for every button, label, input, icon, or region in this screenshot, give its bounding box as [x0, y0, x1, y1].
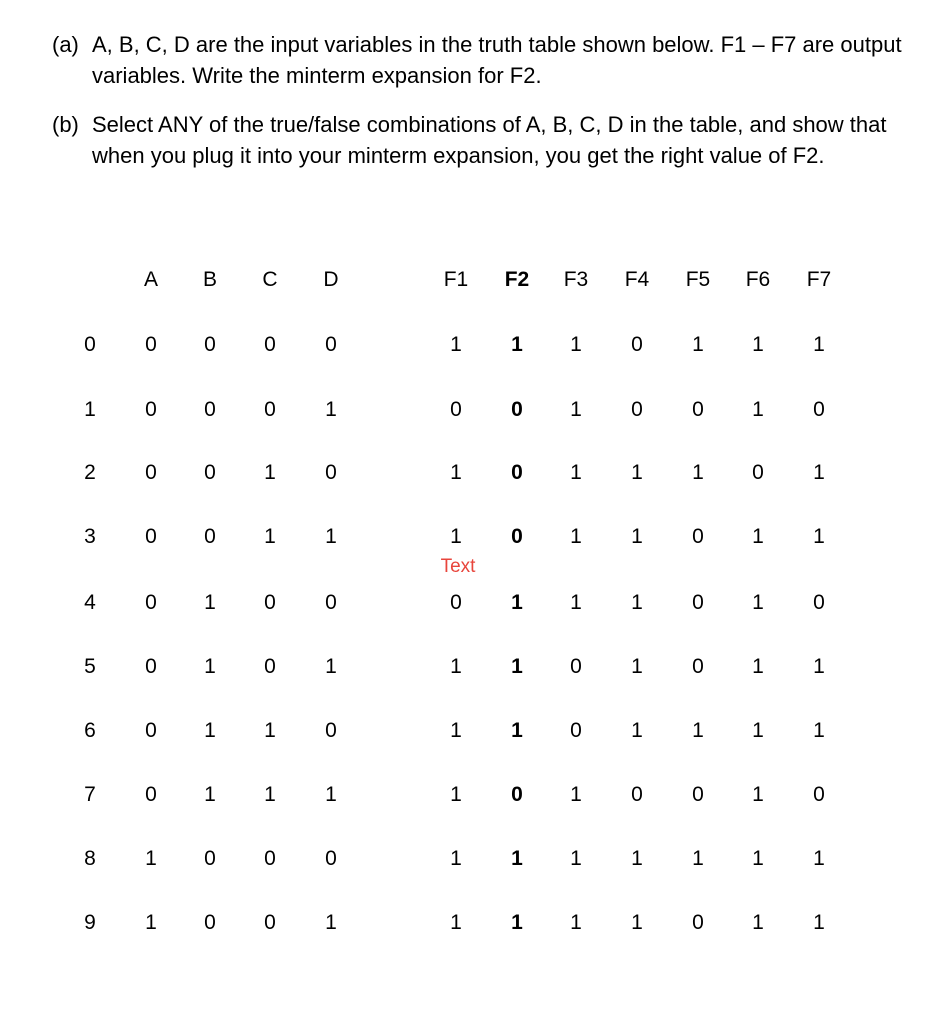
cell-row9-f2: 1 [511, 911, 523, 934]
cell-row3-b: 0 [204, 525, 216, 548]
question-a [52, 29, 902, 91]
cell-row7-f4: 0 [631, 783, 643, 806]
cell-row5-index: 5 [84, 655, 96, 678]
cell-row6-f4: 1 [631, 719, 643, 742]
cell-row9-f6: 1 [752, 911, 764, 934]
cell-row5-f4: 1 [631, 655, 643, 678]
cell-row7-f6: 1 [752, 783, 764, 806]
cell-row1-f6: 1 [752, 398, 764, 421]
cell-row1-index: 1 [84, 398, 96, 421]
cell-row9-f4: 1 [631, 911, 643, 934]
cell-row8-f3: 1 [570, 847, 582, 870]
cell-row0-f4: 0 [631, 333, 643, 356]
cell-row5-f5: 0 [692, 655, 704, 678]
cell-row2-f3: 1 [570, 461, 582, 484]
cell-row5-f6: 1 [752, 655, 764, 678]
cell-row3-f5: 0 [692, 525, 704, 548]
cell-row9-b: 0 [204, 911, 216, 934]
cell-row8-f4: 1 [631, 847, 643, 870]
cell-row6-f5: 1 [692, 719, 704, 742]
header-c: C [262, 268, 278, 291]
cell-row0-index: 0 [84, 333, 96, 356]
cell-row2-f4: 1 [631, 461, 643, 484]
header-f1: F1 [443, 268, 469, 291]
cell-row9-f3: 1 [570, 911, 582, 934]
header-d: D [323, 268, 339, 291]
cell-row5-f3: 0 [570, 655, 582, 678]
cell-row1-b: 0 [204, 398, 216, 421]
cell-row0-f3: 1 [570, 333, 582, 356]
cell-row2-a: 0 [145, 461, 157, 484]
cell-row8-f7: 1 [813, 847, 825, 870]
cell-row4-f1: 0 [450, 591, 462, 614]
cell-row5-b: 1 [204, 655, 216, 678]
header-f5: F5 [685, 268, 711, 291]
cell-row7-b: 1 [204, 783, 216, 806]
cell-row6-f6: 1 [752, 719, 764, 742]
cell-row9-d: 1 [325, 911, 337, 934]
cell-row8-f6: 1 [752, 847, 764, 870]
header-a: A [143, 268, 158, 291]
cell-row2-d: 0 [325, 461, 337, 484]
cell-row0-d: 0 [325, 333, 337, 356]
cell-row4-f4: 1 [631, 591, 643, 614]
cell-row6-c: 1 [264, 719, 276, 742]
cell-row5-a: 0 [145, 655, 157, 678]
cell-row8-f5: 1 [692, 847, 704, 870]
question-b-text: Select ANY of the true/false combinations of A, B, C, D in the table, and show that when you plug it into your minterm expansion, you get the right value of F2. [92, 112, 887, 168]
cell-row6-f3: 0 [570, 719, 582, 742]
cell-row0-f5: 1 [692, 333, 704, 356]
cell-row8-a: 1 [145, 847, 157, 870]
cell-row5-f7: 1 [813, 655, 825, 678]
cell-row2-f6: 0 [752, 461, 764, 484]
cell-row6-a: 0 [145, 719, 157, 742]
cell-row0-f7: 1 [813, 333, 825, 356]
cell-row1-f7: 0 [813, 398, 825, 421]
cell-row2-f7: 1 [813, 461, 825, 484]
cell-row9-f7: 1 [813, 911, 825, 934]
cell-row3-a: 0 [145, 525, 157, 548]
cell-row3-f6: 1 [752, 525, 764, 548]
header-b: B [202, 268, 217, 291]
cell-row7-f1: 1 [450, 783, 462, 806]
cell-row9-f5: 0 [692, 911, 704, 934]
cell-row3-d: 1 [325, 525, 337, 548]
cell-row9-f1: 1 [450, 911, 462, 934]
cell-row5-d: 1 [325, 655, 337, 678]
cell-row7-a: 0 [145, 783, 157, 806]
cell-row9-c: 0 [264, 911, 276, 934]
cell-row1-d: 1 [325, 398, 337, 421]
cell-row3-f1: 1 [450, 525, 462, 548]
cell-row4-f5: 0 [692, 591, 704, 614]
cell-row4-index: 4 [84, 591, 96, 614]
cell-row2-f5: 1 [692, 461, 704, 484]
cell-row8-c: 0 [264, 847, 276, 870]
cell-row6-index: 6 [84, 719, 96, 742]
cell-row0-f2: 1 [511, 333, 523, 356]
question-b [52, 109, 902, 171]
cell-row2-f1: 1 [450, 461, 462, 484]
cell-row7-f7: 0 [813, 783, 825, 806]
cell-row3-f2: 0 [511, 525, 523, 548]
cell-row0-f1: 1 [450, 333, 462, 356]
header-f3: F3 [563, 268, 589, 291]
header-f6: F6 [745, 268, 771, 291]
cell-row5-c: 0 [264, 655, 276, 678]
header-f2: F2 [504, 268, 530, 291]
cell-row4-f6: 1 [752, 591, 764, 614]
cell-row1-a: 0 [145, 398, 157, 421]
cell-row0-c: 0 [264, 333, 276, 356]
cell-row8-f1: 1 [450, 847, 462, 870]
cell-row8-f2: 1 [511, 847, 523, 870]
question-a-label: (a) [52, 32, 79, 57]
cell-row3-c: 1 [264, 525, 276, 548]
header-f4: F4 [624, 268, 650, 291]
question-a-text: A, B, C, D are the input variables in the truth table shown below. F1 – F7 are output variables. Write the minterm expansion for F2. [92, 32, 902, 88]
text-annotation: Text [440, 556, 476, 577]
cell-row6-f2: 1 [511, 719, 523, 742]
header-f7: F7 [806, 268, 832, 291]
cell-row0-a: 0 [145, 333, 157, 356]
cell-row4-a: 0 [145, 591, 157, 614]
cell-row5-f1: 1 [450, 655, 462, 678]
cell-row7-index: 7 [84, 783, 96, 806]
cell-row4-f7: 0 [813, 591, 825, 614]
cell-row3-f4: 1 [631, 525, 643, 548]
cell-row1-c: 0 [264, 398, 276, 421]
cell-row4-b: 1 [204, 591, 216, 614]
cell-row7-c: 1 [264, 783, 276, 806]
cell-row6-d: 0 [325, 719, 337, 742]
cell-row1-f4: 0 [631, 398, 643, 421]
cell-row2-b: 0 [204, 461, 216, 484]
cell-row8-index: 8 [84, 847, 96, 870]
cell-row8-d: 0 [325, 847, 337, 870]
cell-row6-f1: 1 [450, 719, 462, 742]
cell-row9-a: 1 [145, 911, 157, 934]
cell-row4-f2: 1 [511, 591, 523, 614]
cell-row3-f3: 1 [570, 525, 582, 548]
cell-row2-c: 1 [264, 461, 276, 484]
cell-row2-f2: 0 [511, 461, 523, 484]
cell-row3-index: 3 [84, 525, 96, 548]
cell-row0-f6: 1 [752, 333, 764, 356]
cell-row1-f2: 0 [511, 398, 523, 421]
cell-row8-b: 0 [204, 847, 216, 870]
cell-row1-f1: 0 [450, 398, 462, 421]
cell-row2-index: 2 [84, 461, 96, 484]
cell-row9-index: 9 [84, 911, 96, 934]
cell-row1-f5: 0 [692, 398, 704, 421]
cell-row7-f5: 0 [692, 783, 704, 806]
cell-row4-f3: 1 [570, 591, 582, 614]
cell-row5-f2: 1 [511, 655, 523, 678]
cell-row1-f3: 1 [570, 398, 582, 421]
cell-row7-f3: 1 [570, 783, 582, 806]
cell-row0-b: 0 [204, 333, 216, 356]
question-b-label: (b) [52, 112, 79, 137]
cell-row6-b: 1 [204, 719, 216, 742]
cell-row4-d: 0 [325, 591, 337, 614]
cell-row6-f7: 1 [813, 719, 825, 742]
cell-row3-f7: 1 [813, 525, 825, 548]
cell-row4-c: 0 [264, 591, 276, 614]
cell-row7-d: 1 [325, 783, 337, 806]
cell-row7-f2: 0 [511, 783, 523, 806]
